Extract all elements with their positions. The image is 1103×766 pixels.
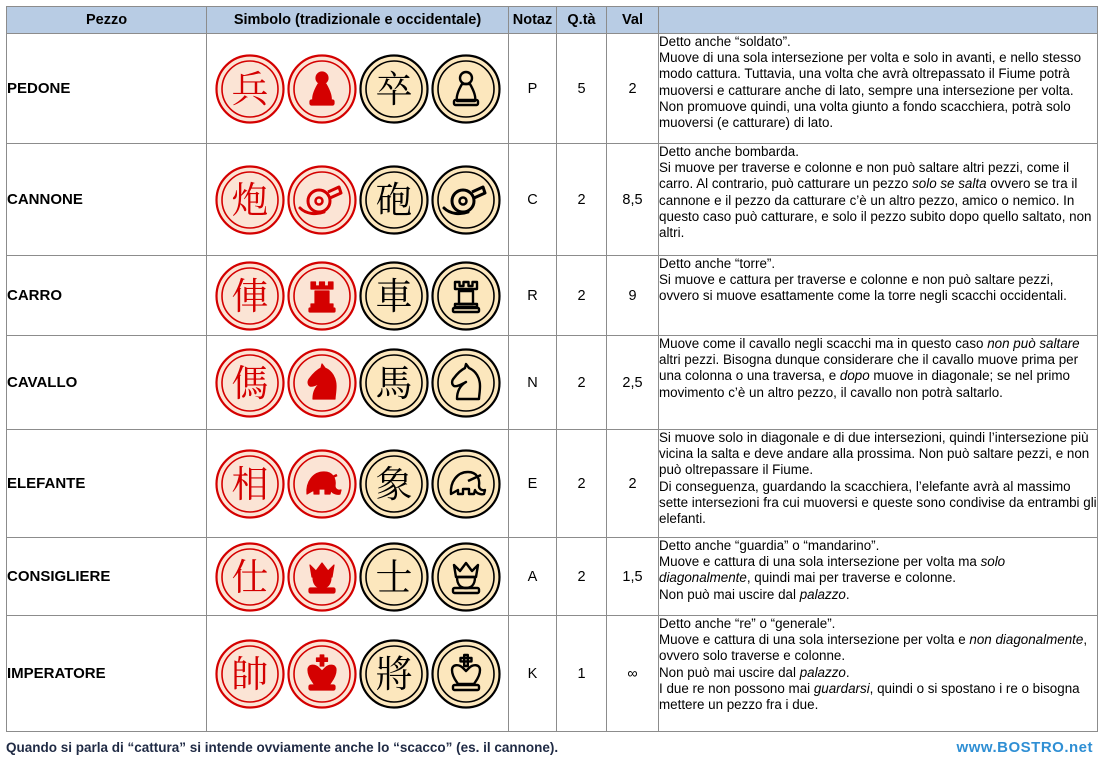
description-text: ovvero se tra il cannone e il pezzo da catturare c’è un altro pezzo, amico o nemico. In questo caso può catturare, e solo il pezzo subito dopo quello saltato, non altri.	[659, 176, 1092, 241]
piece-quantity: 2	[557, 430, 607, 538]
piece-character: 馬	[375, 361, 412, 405]
piece-description	[659, 144, 1098, 256]
symbol-group	[207, 449, 508, 519]
piece-quantity: 2	[557, 256, 607, 336]
table-header	[7, 7, 1098, 34]
description-text: Detto anche “torre”.	[659, 256, 776, 271]
symbol-group	[207, 348, 508, 418]
piece-description	[659, 336, 1098, 430]
description-text: , ovvero solo traverse e colonne.	[659, 632, 1088, 664]
red-traditional-piece	[215, 542, 285, 612]
piece-name: CARRO	[7, 256, 207, 336]
piece-notation: E	[509, 430, 557, 538]
description-text: I due re non possono mai	[659, 680, 814, 696]
site-link[interactable]: www.BOSTRO.net	[956, 739, 1093, 756]
description-text: Si muove solo in diagonale e di due intersezioni, quindi l’intersezione più vicina la salta e deve andare alla prossima. Non può saltare pezzi, e non può oltrepassare il Fiume.	[659, 430, 1090, 478]
piece-name: PEDONE	[7, 34, 207, 144]
description-text: Muove come il cavallo negli scacchi ma in questo caso	[659, 336, 988, 351]
symbol-group	[207, 542, 508, 612]
description-text: muove in diagonale; se nel primo movimento c’è un altro pezzo, il cavallo non potrà saltarlo.	[659, 368, 1070, 400]
description-text: , quindi mai per traverse e colonne.	[746, 570, 957, 586]
emphasis-text: non diagonalmente	[969, 632, 1084, 648]
piece-name: CANNONE	[7, 144, 207, 256]
piece-notation: C	[509, 144, 557, 256]
header-symbol: Simbolo (tradizionale e occidentale)	[207, 7, 509, 34]
symbol-group	[207, 165, 508, 235]
description-paragraph	[659, 272, 1097, 304]
piece-character: 卒	[375, 67, 412, 111]
piece-value: 9	[607, 256, 659, 336]
description-text: Detto anche bombarda.	[659, 144, 799, 159]
black-traditional-piece	[359, 542, 429, 612]
description-text: Muove e cattura di una sola intersezione per volta ma	[659, 554, 981, 570]
description-paragraph	[659, 665, 1097, 681]
description-paragraph	[659, 34, 1097, 50]
red-western-piece	[287, 165, 357, 235]
description-paragraph	[659, 681, 1097, 713]
red-western-piece	[287, 542, 357, 612]
black-western-piece	[431, 54, 501, 124]
description-paragraph	[659, 256, 1097, 272]
piece-notation: R	[509, 256, 557, 336]
black-traditional-piece	[359, 54, 429, 124]
black-traditional-piece	[359, 165, 429, 235]
black-western-piece	[431, 348, 501, 418]
piece-notation: K	[509, 616, 557, 732]
symbol-group	[207, 54, 508, 124]
table-row	[7, 616, 1098, 732]
black-traditional-piece	[359, 449, 429, 519]
emphasis-text: palazzo	[799, 664, 846, 680]
emphasis-text: solo se salta	[912, 176, 987, 192]
description-paragraph	[659, 632, 1097, 664]
table-row	[7, 430, 1098, 538]
red-western-piece	[287, 348, 357, 418]
piece-character: 相	[231, 462, 268, 506]
piece-symbols	[207, 336, 509, 430]
piece-character: 士	[375, 555, 412, 599]
pieces-table	[6, 6, 1098, 732]
piece-notation: A	[509, 538, 557, 616]
piece-name: CAVALLO	[7, 336, 207, 430]
header-description	[659, 7, 1098, 34]
piece-value: ∞	[607, 616, 659, 732]
black-western-piece	[431, 261, 501, 331]
description-paragraph	[659, 538, 1097, 554]
piece-description	[659, 256, 1098, 336]
description-text: Di conseguenza, guardando la scacchiera, l’elefante avrà al massimo sette intersezioni fra cui muoversi e queste sono condivise da entrambi gli elefanti.	[659, 478, 1097, 527]
description-text: .	[845, 586, 850, 602]
table-row	[7, 336, 1098, 430]
description-text: Si muove per traverse e colonne e non può saltare altri pezzi, come il carro. Al contrario, può catturare un pezzo	[659, 160, 1070, 192]
piece-character: 仕	[231, 555, 268, 599]
description-text: .	[845, 664, 850, 680]
emphasis-text: dopo	[839, 368, 870, 384]
piece-value: 8,5	[607, 144, 659, 256]
piece-value: 2	[607, 34, 659, 144]
red-western-piece	[287, 449, 357, 519]
emphasis-text: palazzo	[799, 586, 846, 602]
symbol-group	[207, 261, 508, 331]
piece-description	[659, 430, 1098, 538]
piece-notation: N	[509, 336, 557, 430]
description-text: Non può mai uscire dal	[659, 586, 800, 602]
description-paragraph	[659, 430, 1097, 479]
description-paragraph	[659, 50, 1097, 131]
piece-symbols	[207, 430, 509, 538]
piece-name: ELEFANTE	[7, 430, 207, 538]
header-value: Val	[607, 7, 659, 34]
description-text: altri pezzi. Bisogna dunque considerare che il cavallo muove prima per una colonna o una traversa, e	[659, 352, 1079, 384]
description-text: Detto anche “soldato”.	[659, 34, 791, 49]
piece-character: 砲	[375, 178, 412, 222]
black-western-piece	[431, 542, 501, 612]
piece-symbols	[207, 256, 509, 336]
emphasis-text: guardarsi	[813, 680, 870, 696]
table-row	[7, 538, 1098, 616]
black-traditional-piece	[359, 639, 429, 709]
red-western-piece	[287, 639, 357, 709]
piece-quantity: 2	[557, 336, 607, 430]
symbol-group	[207, 639, 508, 709]
black-traditional-piece	[359, 261, 429, 331]
piece-character: 傌	[231, 361, 268, 405]
piece-quantity: 2	[557, 144, 607, 256]
piece-quantity: 2	[557, 538, 607, 616]
piece-symbols	[207, 616, 509, 732]
description-paragraph	[659, 160, 1097, 241]
emphasis-text: non può saltare	[987, 336, 1080, 351]
red-western-piece	[287, 54, 357, 124]
description-text: Muove di una sola intersezione per volta e solo in avanti, e nello stesso modo cattura. Tuttavia, una volta che avrà oltrepassato il Fiume potrà muoversi e catturare anche di lato, sempre una intersezione per volta. Non promuove quindi, una volta giunto a fondo scacchiera, potrà solo muoversi (e catturare) di lato.	[659, 50, 1082, 131]
piece-quantity: 5	[557, 34, 607, 144]
piece-quantity: 1	[557, 616, 607, 732]
description-text: Detto anche “guardia” o “mandarino”.	[659, 538, 880, 553]
piece-notation: P	[509, 34, 557, 144]
description-text: Muove e cattura di una sola intersezione per volta e	[659, 632, 970, 648]
piece-character: 將	[375, 652, 412, 696]
piece-character: 炮	[231, 178, 268, 222]
red-traditional-piece	[215, 261, 285, 331]
piece-description	[659, 538, 1098, 616]
description-paragraph	[659, 616, 1097, 632]
header-quantity: Q.tà	[557, 7, 607, 34]
piece-character: 車	[375, 274, 412, 318]
table-row	[7, 144, 1098, 256]
piece-value: 2,5	[607, 336, 659, 430]
piece-character: 帥	[231, 652, 268, 696]
description-paragraph	[659, 336, 1097, 401]
piece-description	[659, 616, 1098, 732]
red-western-piece	[287, 261, 357, 331]
piece-name: CONSIGLIERE	[7, 538, 207, 616]
piece-description	[659, 34, 1098, 144]
header-piece: Pezzo	[7, 7, 207, 34]
description-text: Detto anche “re” o “generale”.	[659, 616, 836, 631]
table-row	[7, 256, 1098, 336]
piece-symbols	[207, 538, 509, 616]
red-traditional-piece	[215, 449, 285, 519]
piece-character: 俥	[231, 274, 268, 318]
piece-character: 兵	[231, 67, 268, 111]
piece-name: IMPERATORE	[7, 616, 207, 732]
emphasis-text: solo diagonalmente	[659, 554, 1006, 586]
description-text: Non può mai uscire dal	[659, 664, 800, 680]
piece-value: 1,5	[607, 538, 659, 616]
piece-symbols	[207, 144, 509, 256]
description-paragraph	[659, 479, 1097, 528]
advisor-icon	[309, 563, 335, 593]
description-paragraph	[659, 144, 1097, 160]
piece-symbols	[207, 34, 509, 144]
description-paragraph	[659, 554, 1097, 586]
black-western-piece	[431, 165, 501, 235]
header-notation: Notaz	[509, 7, 557, 34]
black-traditional-piece	[359, 348, 429, 418]
red-traditional-piece	[215, 639, 285, 709]
piece-character: 象	[375, 462, 412, 506]
footnote: Quando si parla di “cattura” si intende ovviamente anche lo “scacco” (es. il cannone).	[6, 740, 559, 755]
red-traditional-piece	[215, 348, 285, 418]
description-paragraph	[659, 587, 1097, 603]
black-western-piece	[431, 639, 501, 709]
red-traditional-piece	[215, 165, 285, 235]
piece-value: 2	[607, 430, 659, 538]
red-traditional-piece	[215, 54, 285, 124]
description-text: Si muove e cattura per traverse e colonne e non può saltare pezzi, ovvero si muove esattamente come la torre negli scacchi occidentali.	[659, 272, 1067, 304]
black-western-piece	[431, 449, 501, 519]
description-text: , quindi o si spostano i re o bisogna mettere un pezzo fra i due.	[659, 680, 1080, 713]
table-row	[7, 34, 1098, 144]
